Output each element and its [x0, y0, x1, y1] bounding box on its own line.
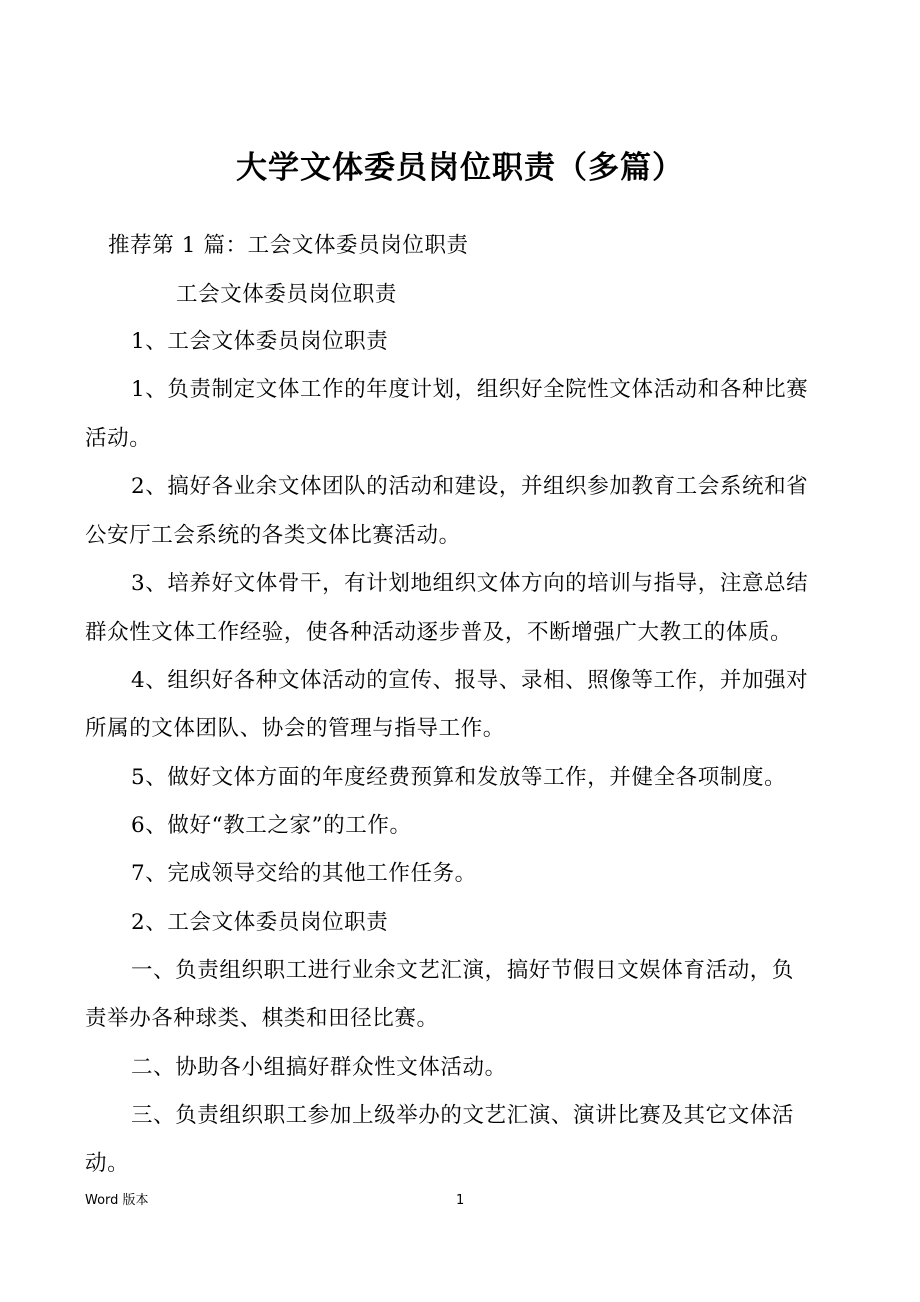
paragraph-line: 2、搞好各业余文体团队的活动和建设，并组织参加教育工会系统和省: [131, 474, 809, 499]
paragraph-line: 7、完成领导交给的其他工作任务。: [131, 861, 477, 886]
paragraph-line: 6、做好“教工之家”的工作。: [131, 813, 412, 838]
section-heading: 2、工会文体委员岗位职责: [131, 910, 389, 935]
sub-heading: 工会文体委员岗位职责: [176, 282, 398, 307]
paragraph-line: 动。: [85, 1151, 130, 1176]
paragraph-line: 1、负责制定文体工作的年度计划，组织好全院性文体活动和各种比赛: [131, 377, 809, 402]
paragraph-line: 群众性文体工作经验，使各种活动逐步普及，不断增强广大教工的体质。: [85, 620, 793, 645]
footer-version-label: Word 版本: [85, 1193, 149, 1208]
document-title: 大学文体委员岗位职责（多篇）: [236, 150, 684, 186]
paragraph-line: 所属的文体团队、协会的管理与指导工作。: [85, 716, 505, 741]
paragraph-line: 一、负责组织职工进行业余文艺汇演，搞好节假日文娱体育活动，负: [131, 958, 795, 983]
footer-page-number: 1: [456, 1193, 465, 1208]
paragraph-line: 公安厅工会系统的各类文体比赛活动。: [85, 523, 461, 548]
paragraph-line: 二、协助各小组搞好群众性文体活动。: [131, 1055, 507, 1080]
paragraph-line: 3、培养好文体骨干，有计划地组织文体方向的培训与指导，注意总结: [131, 571, 809, 596]
section-heading: 1、工会文体委员岗位职责: [131, 329, 389, 354]
recommend-heading: 推荐第 1 篇：工会文体委员岗位职责: [108, 233, 469, 258]
paragraph-line: 责举办各种球类、棋类和田径比赛。: [85, 1006, 439, 1031]
paragraph-line: 活动。: [85, 426, 152, 451]
paragraph-line: 4、组织好各种文体活动的宣传、报导、录相、照像等工作，并加强对: [131, 668, 809, 693]
paragraph-line: 三、负责组织职工参加上级举办的文艺汇演、演讲比赛及其它文体活: [131, 1103, 795, 1128]
paragraph-line: 5、做好文体方面的年度经费预算和发放等工作，并健全各项制度。: [131, 765, 787, 790]
